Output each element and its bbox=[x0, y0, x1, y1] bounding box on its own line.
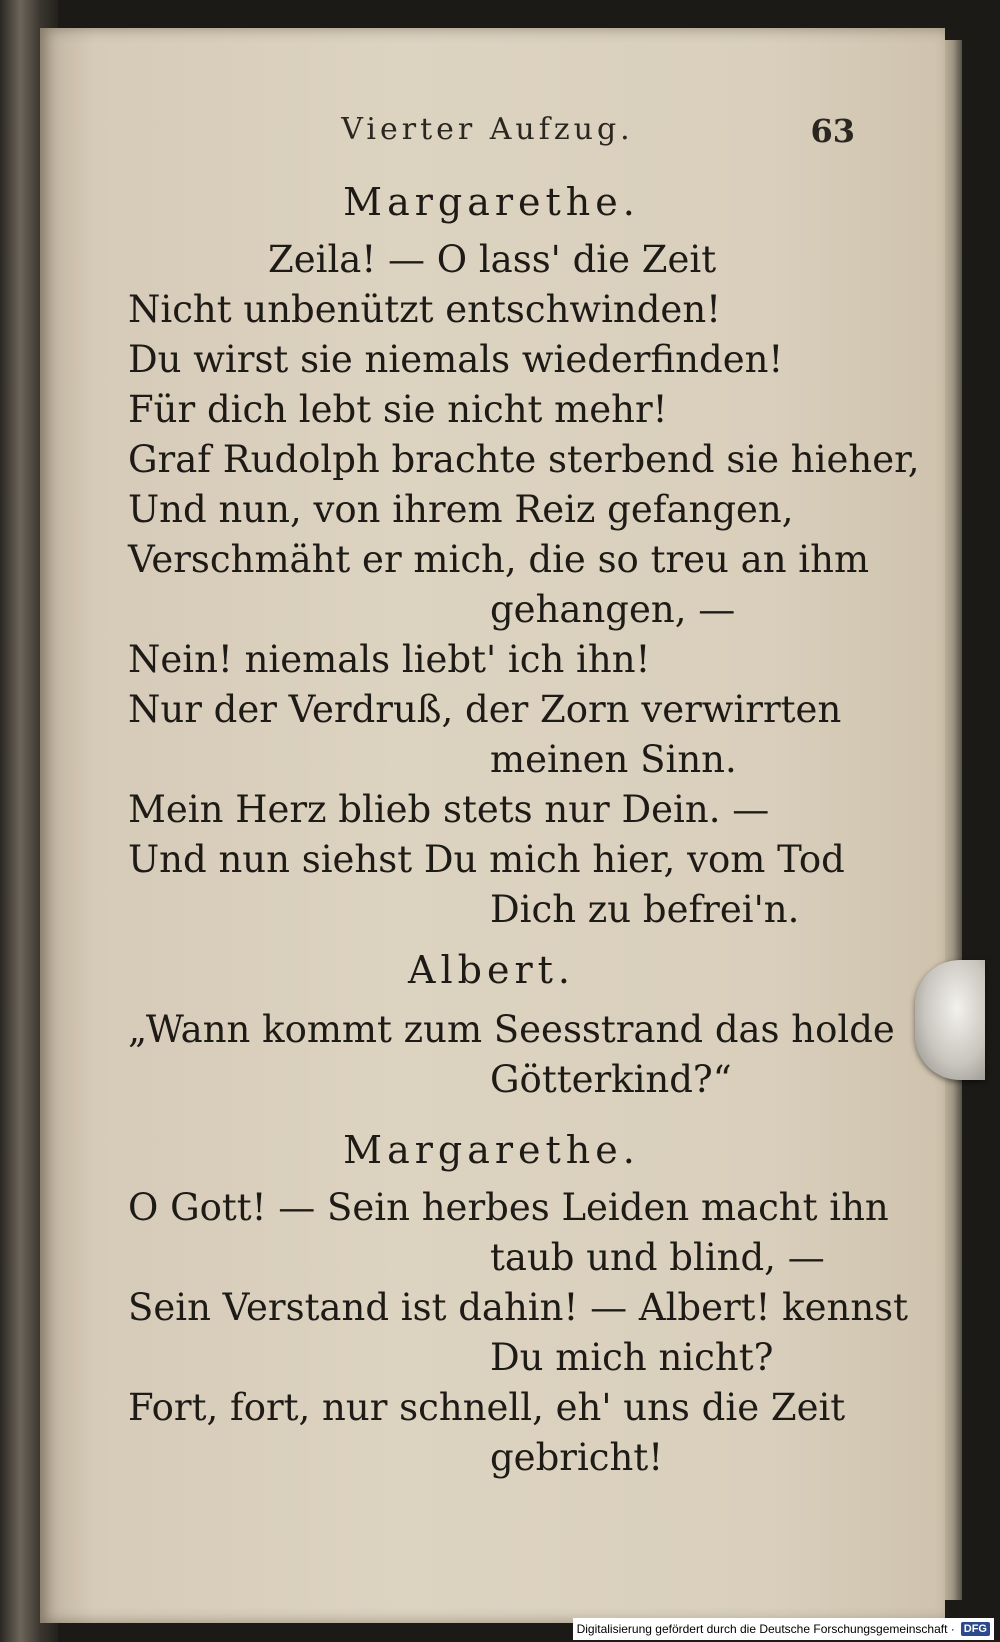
verse-line-continuation: taub und blind, — bbox=[490, 1236, 825, 1279]
verse-line: Sein Verstand ist dahin! — Albert! kennst bbox=[128, 1286, 908, 1329]
verse-line-continuation: gebricht! bbox=[490, 1436, 664, 1479]
verse-line: Für dich lebt sie nicht mehr! bbox=[128, 388, 668, 431]
speaker-name: Margarethe. bbox=[343, 1128, 640, 1172]
page-header bbox=[120, 112, 855, 162]
page-number: 63 bbox=[810, 112, 855, 150]
verse-line: Graf Rudolph brachte sterbend sie hieher, bbox=[128, 438, 920, 481]
verse-line-continuation: Dich zu befrei'n. bbox=[490, 888, 800, 931]
verse-line: Fort, fort, nur schnell, eh' uns die Zeit bbox=[128, 1386, 846, 1429]
verse-line: Zeila! — O lass' die Zeit bbox=[268, 238, 717, 281]
verse-line: O Gott! — Sein herbes Leiden macht ihn bbox=[128, 1186, 889, 1229]
verse-line: „Wann kommt zum Seesstrand das holde bbox=[128, 1008, 895, 1051]
page-clip bbox=[915, 960, 985, 1080]
verse-line: Und nun, von ihrem Reiz gefangen, bbox=[128, 488, 794, 531]
verse-line: Nur der Verdruß, der Zorn verwirrten bbox=[128, 688, 842, 731]
running-title: Vierter Aufzug. bbox=[341, 112, 634, 147]
dfg-logo: DFG bbox=[961, 1622, 990, 1636]
digitization-footer bbox=[573, 1618, 994, 1640]
verse-line: Mein Herz blieb stets nur Dein. — bbox=[128, 788, 770, 831]
verse-line: Verschmäht er mich, die so treu an ihm bbox=[128, 538, 870, 581]
verse-line: Nicht unbenützt entschwinden! bbox=[128, 288, 722, 331]
funding-credit: Digitalisierung gefördert durch die Deutsche Forschungsgemeinschaft · bbox=[576, 1622, 955, 1636]
verse-line: Nein! niemals liebt' ich ihn! bbox=[128, 638, 651, 681]
verse-line-continuation: gehangen, — bbox=[490, 588, 736, 631]
speaker-name: Margarethe. bbox=[343, 180, 640, 224]
verse-line-continuation: meinen Sinn. bbox=[490, 738, 737, 781]
verse-line-continuation: Du mich nicht? bbox=[490, 1336, 774, 1379]
speaker-name: Albert. bbox=[408, 948, 575, 992]
verse-line: Du wirst sie niemals wiederfinden! bbox=[128, 338, 784, 381]
verse-line-continuation: Götterkind?“ bbox=[490, 1058, 732, 1101]
verse-line: Und nun siehst Du mich hier, vom Tod bbox=[128, 838, 845, 881]
